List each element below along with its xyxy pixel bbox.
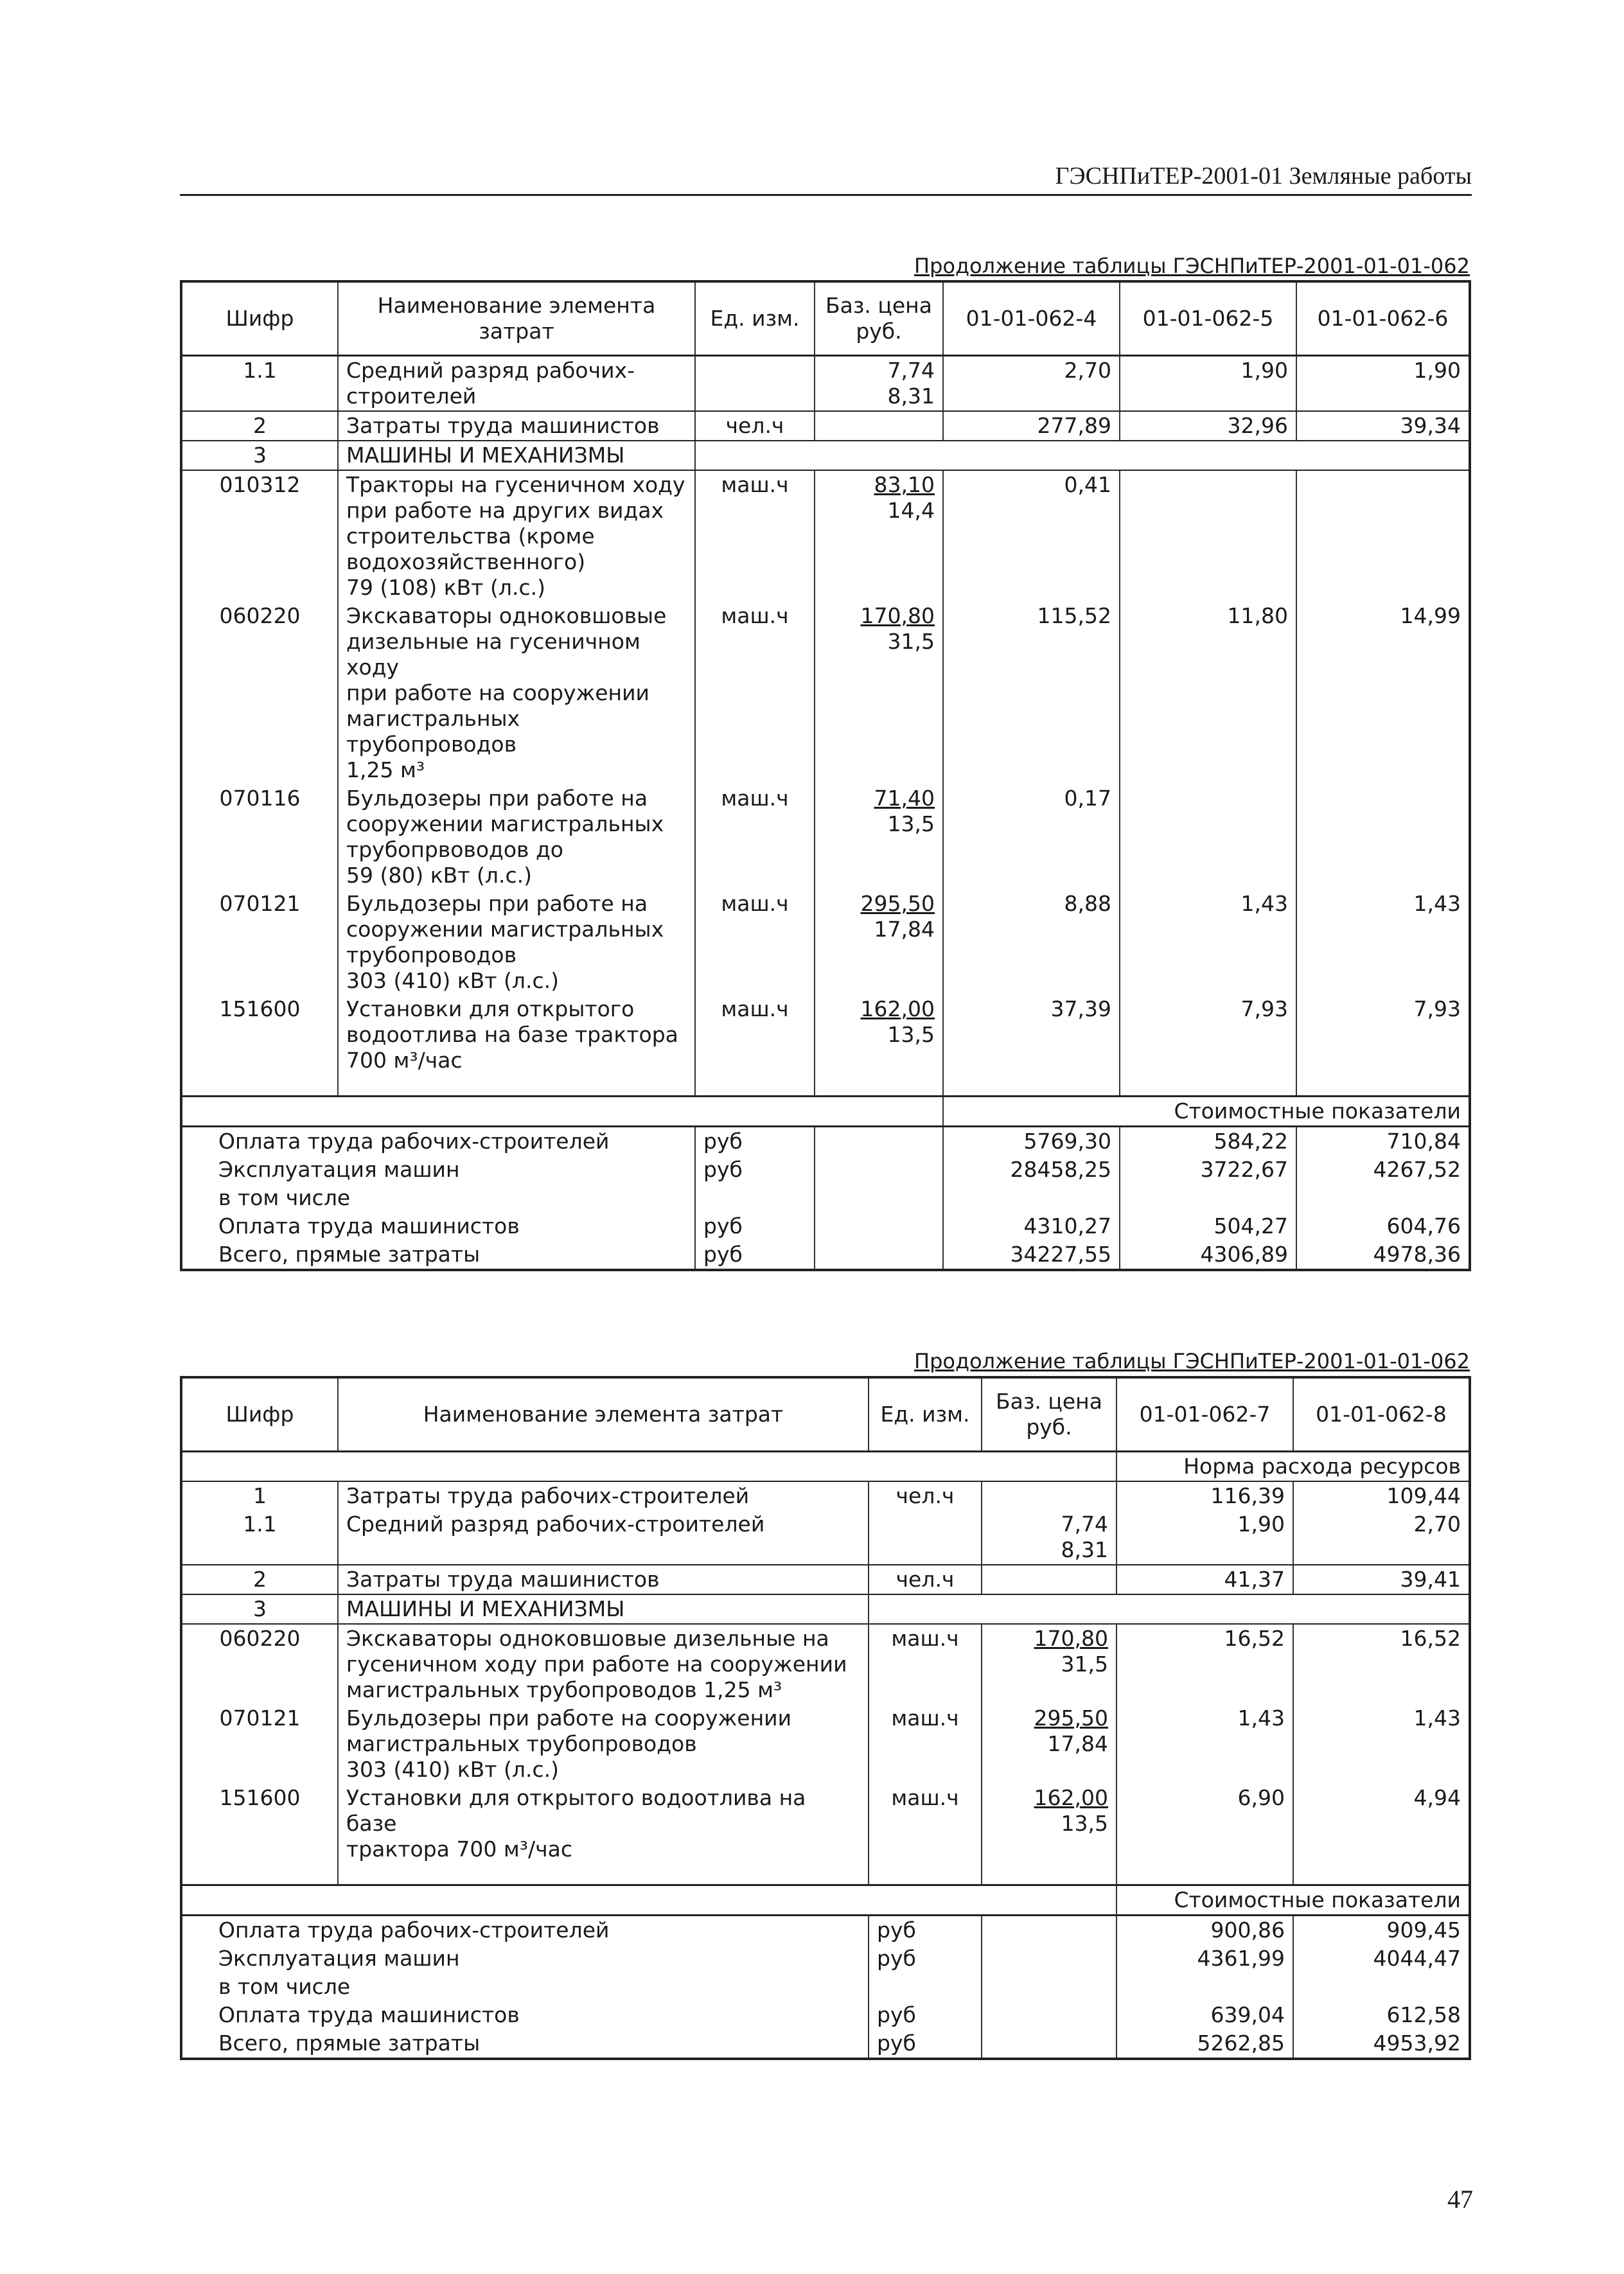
name-line: водохозяйственного) [346,549,586,574]
norm-value: 39,41 [1400,1567,1461,1592]
name-line: сооружении магистральных [346,811,664,836]
name-line: гусеничном ходу при работе на сооружении [346,1652,847,1677]
column-header: 01-01-062-4 [943,281,1120,356]
name-cell: Затраты труда машинистов [338,411,695,441]
value-cell [1116,1704,1293,1784]
norm-value: 41,37 [1224,1567,1285,1592]
norm-value: 115,52 [1037,603,1111,628]
column-header: Ед. изм. [869,1377,982,1452]
summary-value [1293,1973,1470,2001]
base-price: 162,00 [860,996,935,1021]
summary-value: 4044,47 [1293,1944,1470,1973]
table-row [181,1565,1470,1594]
summary-unit: руб [695,1156,815,1184]
column-header: Шифр [181,281,338,356]
unit-cell: маш.ч [869,1704,982,1784]
name-cell: МАШИНЫ И МЕХАНИЗМЫ [338,441,695,470]
column-header: Наименование элемента затрат [338,1377,869,1452]
norm-value: 11,80 [1227,603,1288,628]
base-price: 71,40 [874,786,935,811]
price-cell [815,356,943,412]
column-header: Баз. цена руб. [982,1377,1116,1452]
cost-label: Стоимостные показатели [1116,1885,1470,1916]
name-cell [338,602,695,784]
name-cell: Затраты труда машинистов [338,1565,869,1594]
price-cell [982,1624,1116,1704]
summary-label: в том числе [181,1184,695,1212]
norm-value: 2,70 [1413,1512,1461,1537]
column-header: Ед. изм. [695,281,815,356]
name-line: сооружении магистральных [346,917,664,942]
name-line: Бульдозеры при работе на [346,891,648,916]
name-line: трубопрвоводов до [346,837,563,862]
name-line: 1,25 м³ [346,757,425,782]
summary-value: 4306,89 [1120,1240,1296,1270]
value-cell [1293,1624,1470,1704]
summary-row [181,1944,1470,1973]
base-price-secondary: 8,31 [1061,1537,1108,1562]
summary-row [181,1127,1470,1156]
name-cell [338,1704,869,1784]
summary-row [181,1916,1470,1945]
value-cell [1296,784,1470,890]
unit-cell: чел.ч [869,1565,982,1594]
value-cell [1116,1624,1293,1704]
norm-value: 116,39 [1210,1483,1285,1508]
norm-label: Норма расхода ресурсов [1116,1452,1470,1482]
norm-value: 7,93 [1413,996,1461,1021]
code-cell: 010312 [181,470,338,602]
name-line: при работе на сооружении [346,680,649,705]
norm-value: 1,43 [1237,1706,1285,1731]
value-cell [1296,602,1470,784]
table-2-caption: Продолжение таблицы ГЭСНПиТЕР-2001-01-01-062 [914,1349,1470,1373]
price-cell [815,890,943,995]
unit-cell: маш.ч [869,1784,982,1864]
price-cell [982,1704,1116,1784]
value-cell [1120,411,1296,441]
base-price-secondary: 14,4 [887,498,935,523]
resource-table-1 [180,280,1471,1271]
table-row [181,995,1470,1075]
column-header: 01-01-062-6 [1296,281,1470,356]
norm-value: 16,52 [1400,1626,1461,1651]
name-line: 79 (108) кВт (л.с.) [346,575,545,600]
value-cell [943,470,1120,602]
code-cell: 151600 [181,995,338,1075]
value-cell [943,356,1120,412]
summary-value: 34227,55 [943,1240,1120,1270]
base-price: 7,74 [887,358,935,383]
summary-row [181,1212,1470,1240]
table-row [181,1481,1470,1510]
price-cell [982,1565,1116,1594]
value-cell [943,784,1120,890]
name-line: магистральных трубопроводов [346,706,520,757]
name-line: 303 (410) кВт (л.с.) [346,968,559,993]
summary-value: 5769,30 [943,1127,1120,1156]
value-cell [1116,1481,1293,1510]
norm-value: 37,39 [1050,996,1111,1021]
value-cell [1293,1565,1470,1594]
summary-value: 4267,52 [1296,1156,1470,1184]
name-line: магистральных трубопроводов [346,1731,697,1756]
price-cell [815,602,943,784]
name-cell [338,995,695,1075]
name-cell: Затраты труда рабочих-строителей [338,1481,869,1510]
price-cell [815,411,943,441]
value-cell [943,411,1120,441]
summary-label: Всего, прямые затраты [181,1240,695,1270]
header-rule [180,194,1472,196]
summary-value: 4953,92 [1293,2029,1470,2059]
unit-cell: маш.ч [695,602,815,784]
price-cell [982,1510,1116,1565]
summary-value: 710,84 [1296,1127,1470,1156]
summary-value [1120,1184,1296,1212]
summary-value: 639,04 [1116,2001,1293,2029]
base-price: 295,50 [1034,1706,1108,1731]
base-price: 170,80 [860,603,935,628]
norm-value: 7,93 [1240,996,1288,1021]
table-row [181,1704,1470,1784]
summary-row [181,2001,1470,2029]
summary-value: 504,27 [1120,1212,1296,1240]
header-row [181,281,1470,356]
norm-value: 0,41 [1064,472,1111,497]
base-price-secondary: 13,5 [887,811,935,836]
norm-value: 109,44 [1386,1483,1461,1508]
code-cell: 070121 [181,890,338,995]
base-price: 170,80 [1034,1626,1108,1651]
norm-value: 14,99 [1400,603,1461,628]
norm-value-secondary: 2,70 [1064,358,1111,383]
norm-value: 277,89 [1037,413,1111,438]
value-cell [1293,1481,1470,1510]
summary-value: 4978,36 [1296,1240,1470,1270]
name-line: водоотлива на базе трактора [346,1022,678,1047]
value-cell [943,890,1120,995]
summary-label: Эксплуатация машин [181,1156,695,1184]
name-line: трубопроводов [346,942,517,967]
code-cell: 2 [181,411,338,441]
value-cell [1293,1784,1470,1864]
value-cell [1116,1784,1293,1864]
summary-unit: руб [695,1212,815,1240]
norm-value: 0,17 [1064,786,1111,811]
norm-value: 1,43 [1413,1706,1461,1731]
summary-row [181,1184,1470,1212]
summary-label: Оплата труда машинистов [181,2001,869,2029]
summary-value: 584,22 [1120,1127,1296,1156]
summary-label: Эксплуатация машин [181,1944,869,1973]
table-row [181,356,1470,412]
summary-unit: руб [869,1916,982,1945]
value-cell [1120,995,1296,1075]
norm-value: 1,90 [1240,358,1288,383]
name-cell [338,1784,869,1864]
table-row [181,602,1470,784]
base-price: 295,50 [860,891,935,916]
summary-unit: руб [869,2001,982,2029]
name-line: Бульдозеры при работе на [346,786,648,811]
norm-value: 4,94 [1413,1785,1461,1810]
name-line: при работе на других видах [346,498,664,523]
base-price-secondary: 17,84 [874,917,935,942]
page-number: 47 [1447,2185,1473,2214]
price-cell [815,995,943,1075]
value-cell [943,602,1120,784]
summary-value [1116,1973,1293,2001]
table-row [181,1624,1470,1704]
unit-cell [695,356,815,412]
summary-value [1296,1184,1470,1212]
norm-value: 1,43 [1240,891,1288,916]
norm-value: 8,88 [1064,891,1111,916]
column-header: 01-01-062-8 [1293,1377,1470,1452]
norm-value: 39,34 [1400,413,1461,438]
summary-value: 4361,99 [1116,1944,1293,1973]
name-cell [338,470,695,602]
value-cell [1120,356,1296,412]
value-cell [1116,1510,1293,1565]
code-cell: 060220 [181,1624,338,1704]
value-cell [1120,890,1296,995]
summary-value: 900,86 [1116,1916,1293,1945]
code-cell: 2 [181,1565,338,1594]
name-line: Экскаваторы одноковшовые дизельные на [346,1626,829,1651]
summary-value [943,1184,1120,1212]
cost-label: Стоимостные показатели [943,1097,1470,1127]
column-header: 01-01-062-5 [1120,281,1296,356]
summary-value: 3722,67 [1120,1156,1296,1184]
summary-label: в том числе [181,1973,869,2001]
value-cell [1296,470,1470,602]
value-cell [943,995,1120,1075]
summary-value: 4310,27 [943,1212,1120,1240]
table-row [181,1594,1470,1624]
name-line: строительства (кроме [346,524,595,549]
unit-cell: маш.ч [695,995,815,1075]
price-cell [982,1481,1116,1510]
price-cell [815,470,943,602]
name-line: Установки для открытого [346,996,635,1021]
summary-row [181,1973,1470,2001]
table-row [181,784,1470,890]
base-price-secondary: 13,5 [887,1022,935,1047]
table-row [181,890,1470,995]
norm-value: 32,96 [1227,413,1288,438]
summary-unit: руб [869,1944,982,1973]
value-cell [1120,470,1296,602]
name-cell [338,784,695,890]
table-row [181,411,1470,441]
summary-unit [869,1973,982,2001]
code-cell: 060220 [181,602,338,784]
code-cell: 3 [181,1594,338,1624]
name-cell: Средний разряд рабочих-строителей [338,356,695,412]
unit-cell: маш.ч [695,890,815,995]
summary-label: Оплата труда машинистов [181,1212,695,1240]
name-cell [338,1624,869,1704]
name-line: трактора 700 м³/час [346,1837,572,1862]
norm-value: 1,90 [1413,358,1461,383]
base-price-secondary: 17,84 [1047,1731,1108,1756]
name-line: Экскаваторы одноковшовые [346,603,667,628]
summary-row [181,1240,1470,1270]
code-cell: 1.1 [181,356,338,412]
code-cell: 3 [181,441,338,470]
summary-value: 612,58 [1293,2001,1470,2029]
value-cell [1296,411,1470,441]
value-cell [1296,890,1470,995]
running-header: ГЭСНПиТЕР-2001-01 Земляные работы [1055,163,1472,190]
name-cell: МАШИНЫ И МЕХАНИЗМЫ [338,1594,869,1624]
summary-row [181,1156,1470,1184]
norm-value: 1,90 [1237,1512,1285,1537]
name-line: Тракторы на гусеничном ходу [346,472,685,497]
summary-value: 28458,25 [943,1156,1120,1184]
table-row [181,441,1470,470]
norm-value: 1,43 [1413,891,1461,916]
summary-label: Оплата труда рабочих-строителей [181,1127,695,1156]
table-row [181,470,1470,602]
value-cell [1116,1565,1293,1594]
summary-unit: руб [695,1127,815,1156]
table-row [181,1784,1470,1864]
norm-value: 6,90 [1237,1785,1285,1810]
value-cell [1120,784,1296,890]
table-row [181,1510,1470,1565]
norm-value: 16,52 [1224,1626,1285,1651]
name-line: 700 м³/час [346,1048,463,1073]
column-header: Баз. цена руб. [815,281,943,356]
name-line: дизельные на гусеничном ходу [346,629,640,680]
base-price: 7,74 [1061,1512,1108,1537]
price-cell [815,784,943,890]
name-line: 59 (80) кВт (л.с.) [346,863,532,888]
summary-value: 909,45 [1293,1916,1470,1945]
unit-cell: чел.ч [869,1481,982,1510]
summary-unit: руб [695,1240,815,1270]
value-cell [1296,995,1470,1075]
base-price: 83,10 [874,472,935,497]
summary-unit: руб [869,2029,982,2059]
value-cell [1293,1704,1470,1784]
code-cell: 070116 [181,784,338,890]
table-1-caption: Продолжение таблицы ГЭСНПиТЕР-2001-01-01-062 [914,254,1470,278]
code-cell: 1.1 [181,1510,338,1565]
base-price-secondary: 31,5 [887,629,935,654]
resource-table-2 [180,1376,1471,2060]
summary-unit [695,1184,815,1212]
unit-cell: чел.ч [695,411,815,441]
base-price-secondary: 8,31 [887,383,935,409]
code-cell: 1 [181,1481,338,1510]
code-cell: 070121 [181,1704,338,1784]
name-cell [338,890,695,995]
summary-label: Всего, прямые затраты [181,2029,869,2059]
unit-cell: маш.ч [695,784,815,890]
base-price: 162,00 [1034,1785,1108,1810]
value-cell [1120,602,1296,784]
name-line: 303 (410) кВт (л.с.) [346,1757,559,1782]
summary-row [181,2029,1470,2059]
column-header: 01-01-062-7 [1116,1377,1293,1452]
value-cell [1293,1510,1470,1565]
summary-value: 604,76 [1296,1212,1470,1240]
value-cell [1296,356,1470,412]
price-cell [982,1784,1116,1864]
unit-cell [869,1510,982,1565]
name-cell: Средний разряд рабочих-строителей [338,1510,869,1565]
unit-cell: маш.ч [695,470,815,602]
base-price-secondary: 31,5 [1061,1652,1108,1677]
header-row [181,1377,1470,1452]
column-header: Шифр [181,1377,338,1452]
unit-cell: маш.ч [869,1624,982,1704]
name-line: магистральных трубопроводов 1,25 м³ [346,1677,782,1702]
code-cell: 151600 [181,1784,338,1864]
summary-value: 5262,85 [1116,2029,1293,2059]
column-header: Наименование элемента затрат [338,281,695,356]
name-line: Бульдозеры при работе на сооружении [346,1706,792,1731]
name-line: Установки для открытого водоотлива на базе [346,1785,806,1836]
base-price-secondary: 13,5 [1061,1811,1108,1836]
summary-label: Оплата труда рабочих-строителей [181,1916,869,1945]
